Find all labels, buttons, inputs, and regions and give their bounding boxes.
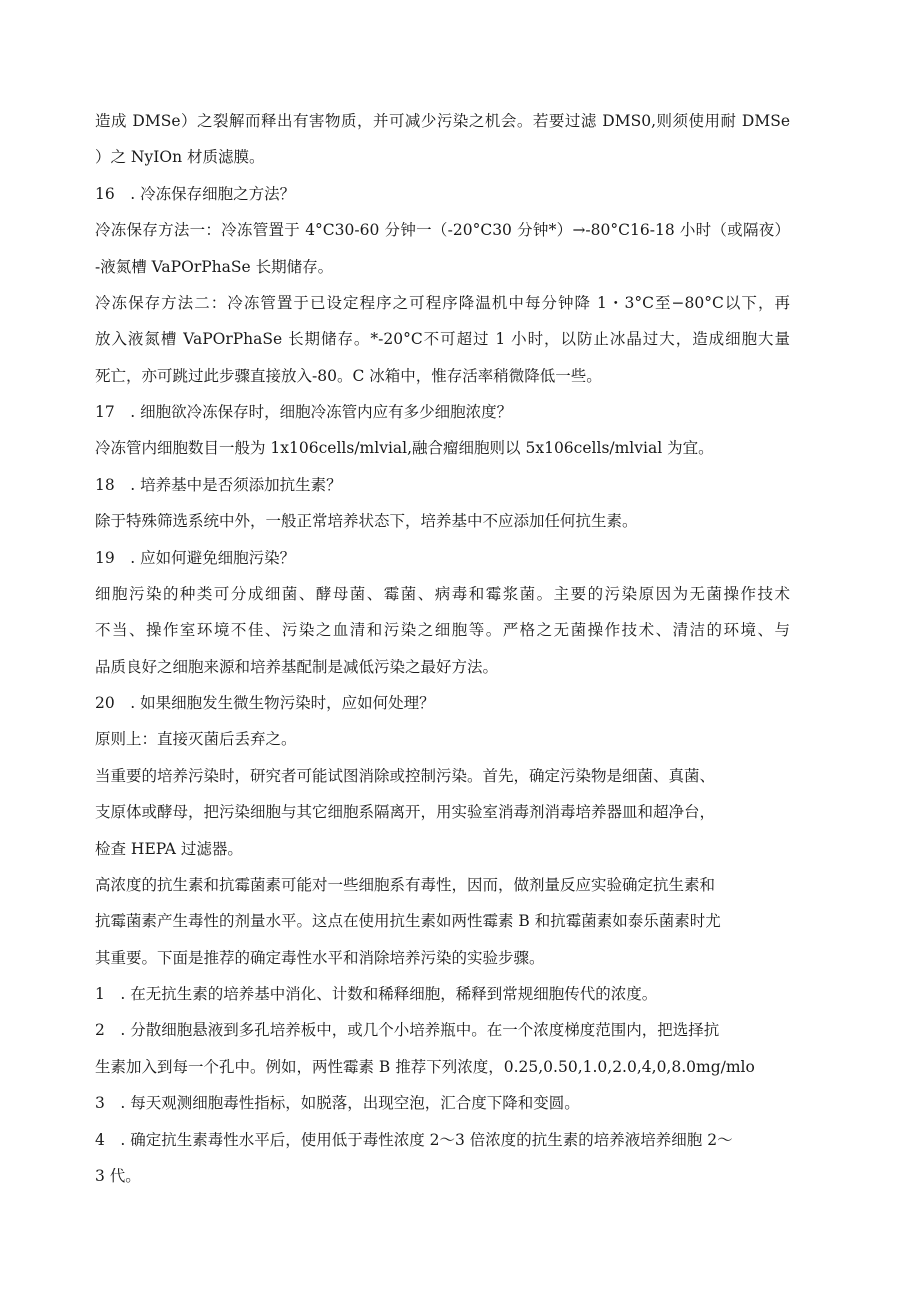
text-line: 当重要的培养污染时，研究者可能试图消除或控制污染。首先，确定污染物是细菌、真菌、 — [95, 767, 716, 785]
step-item: 1 . 在无抗生素的培养基中消化、计数和稀释细胞，稀释到常规细胞传代的浓度。 — [95, 985, 658, 1003]
question-heading: 19 . 应如何避免细胞污染？ — [95, 549, 296, 567]
text-line: 放入液氮槽 VaPOrPhaSe 长期储存。*-20°C不可超过 1 小时，以防止冰晶过大，造成细胞大量 — [95, 330, 790, 348]
text-line: 支原体或酵母，把污染细胞与其它细胞系隔离开，用实验室消毒剂消毒培养器皿和超净台， — [95, 803, 716, 821]
text-line: ）之 NyIOn 材质滤膜。 — [95, 148, 265, 166]
text-line: 原则上：直接灭菌后丢弃之。 — [95, 730, 297, 748]
text-line: 3 代。 — [95, 1167, 141, 1185]
text-line: 其重要。下面是推荐的确定毒性水平和消除培养污染的实验步骤。 — [95, 949, 545, 967]
text-line: 冷冻保存方法一：冷冻管置于 4°C30-60 分钟一（-20°C30 分钟*）→-80°C16-18 小时（或隔夜） — [95, 221, 790, 239]
text-line: 高浓度的抗生素和抗霉菌素可能对一些细胞系有毒性，因而，做剂量反应实验确定抗生素和 — [95, 876, 716, 894]
text-line: -液氮槽 VaPOrPhaSe 长期储存。 — [95, 258, 334, 276]
step-item: 3 . 每天观测细胞毒性指标，如脱落，出现空泡，汇合度下降和变圆。 — [95, 1094, 580, 1112]
text-line: 除于特殊筛选系统中外，一般正常培养状态下，培养基中不应添加任何抗生素。 — [95, 512, 638, 530]
step-item: 4 . 确定抗生素毒性水平后，使用低于毒性浓度 2～3 倍浓度的抗生素的培养液培养细胞 2～ — [95, 1131, 733, 1149]
text-line: 造成 DMSe）之裂解而释出有害物质，并可减少污染之机会。若要过滤 DMS0,则须使用耐 DMSe — [95, 112, 790, 130]
question-heading: 16 . 冷冻保存细胞之方法？ — [95, 185, 296, 203]
text-line: 品质良好之细胞来源和培养基配制是减低污染之最好方法。 — [95, 658, 499, 676]
text-line: 冷冻保存方法二：冷冻管置于已设定程序之可程序降温机中每分钟降 1・3°C至−80°C以下，再 — [95, 294, 790, 312]
text-line: 检查 HEPA 过滤器。 — [95, 840, 243, 858]
step-item: 2 . 分散细胞悬液到多孔培养板中，或几个小培养瓶中。在一个浓度梯度范围内，把选择抗 — [95, 1021, 720, 1039]
text-line: 冷冻管内细胞数目一般为 1x106cells/mlvial,融合瘤细胞则以 5x106cells/mlvial 为宜。 — [95, 439, 714, 457]
text-line: 细胞污染的种类可分成细菌、酵母菌、霉菌、病毒和霉浆菌。主要的污染原因为无菌操作技术 — [95, 585, 790, 603]
text-line: 抗霉菌素产生毒性的剂量水平。这点在使用抗生素如两性霉素 B 和抗霉菌素如泰乐菌素时尤 — [95, 912, 721, 930]
question-heading: 17 . 细胞欲冷冻保存时，细胞冷冻管内应有多少细胞浓度？ — [95, 403, 513, 421]
text-line: 生素加入到每一个孔中。例如，两性霉素 B 推荐下列浓度，0.25,0.50,1.0,2.0,4,0,8.0mg∕mlo — [95, 1058, 755, 1076]
question-heading: 18 . 培养基中是否须添加抗生素？ — [95, 476, 342, 494]
text-line: 不当、操作室环境不佳、污染之血清和污染之细胞等。严格之无菌操作技术、清洁的环境、与 — [95, 621, 790, 639]
question-heading: 20 . 如果细胞发生微生物污染时，应如何处理？ — [95, 694, 435, 712]
text-line: 死亡，亦可跳过此步骤直接放入-80。C 冰箱中，惟存活率稍微降低一些。 — [95, 367, 602, 385]
